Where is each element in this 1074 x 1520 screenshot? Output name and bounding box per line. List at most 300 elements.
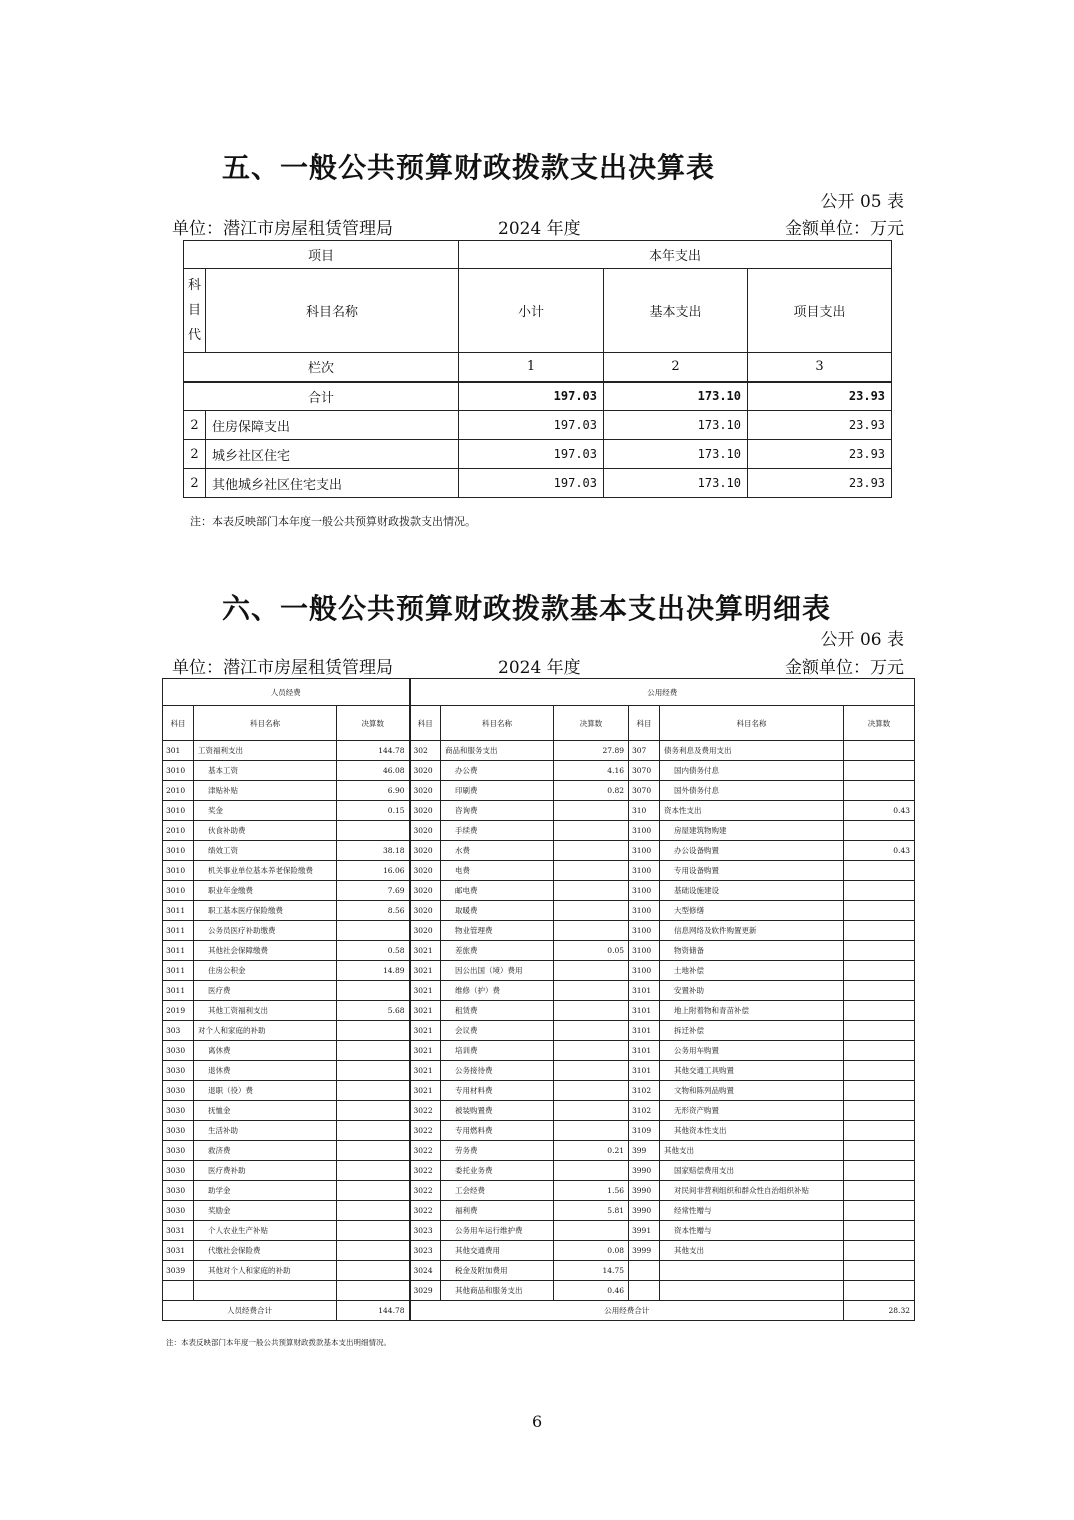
row-code: 3100 [629, 921, 660, 941]
table5-year: 2024 年度 [498, 219, 581, 239]
row-code: 3030 [163, 1061, 194, 1081]
table-row [163, 1121, 915, 1141]
row-amount: 0.08 [554, 1241, 629, 1261]
col-index-3: 3 [748, 353, 892, 382]
row-name: 手续费 [441, 821, 554, 841]
header-name: 科目名称 [194, 706, 337, 741]
header-project: 项目 [184, 241, 459, 269]
table-row [163, 941, 915, 961]
table6-note: 注：本表反映部门本年度一般公共预算财政拨款基本支出明细情况。 [166, 1338, 391, 1347]
table-row [163, 881, 915, 901]
row-code: 3020 [410, 921, 441, 941]
row-name: 津贴补贴 [194, 781, 337, 801]
row-name: 电费 [441, 861, 554, 881]
row-code: 301 [163, 741, 194, 761]
row-amount: 0.15 [337, 801, 410, 821]
row-code: 3010 [163, 861, 194, 881]
row-code: 3039 [163, 1261, 194, 1281]
row-amount [554, 901, 629, 921]
row-amount: 6.90 [337, 781, 410, 801]
row-name: 奖金 [194, 801, 337, 821]
table5-unit: 单位：潜江市房屋租赁管理局 [172, 219, 393, 239]
row-amount [337, 1081, 410, 1101]
row-name: 基本工资 [194, 761, 337, 781]
row-amount: 27.89 [554, 741, 629, 761]
row-name: 安置补助 [660, 981, 844, 1001]
row-amount [554, 801, 629, 821]
row-code: 399 [629, 1141, 660, 1161]
row-code: 3020 [410, 821, 441, 841]
header-amount: 决算数 [844, 706, 915, 741]
row-code: 3100 [629, 961, 660, 981]
col-index-2: 2 [604, 353, 748, 382]
table-row [163, 1281, 915, 1301]
row-name: 会议费 [441, 1021, 554, 1041]
table6-title: 六、一般公共预算财政拨款基本支出决算明细表 [222, 592, 832, 625]
table-row [163, 1081, 915, 1101]
row-name [194, 1281, 337, 1301]
row-amount: 0.46 [554, 1281, 629, 1301]
row-name: 国外债务付息 [660, 781, 844, 801]
row-name: 助学金 [194, 1181, 337, 1201]
table6-currency: 金额单位：万元 [785, 658, 904, 678]
row-code [629, 1281, 660, 1301]
row-name: 房屋建筑物购建 [660, 821, 844, 841]
row-amount [844, 981, 915, 1001]
row-amount [844, 961, 915, 981]
row-amount: 5.81 [554, 1201, 629, 1221]
row-code: 2010 [163, 781, 194, 801]
row-amount [337, 1121, 410, 1141]
row-amount: 7.69 [337, 881, 410, 901]
table-row [163, 1201, 915, 1221]
row-code: 3031 [163, 1221, 194, 1241]
row-code: 3030 [163, 1201, 194, 1221]
table-row [163, 1101, 915, 1121]
row-code: 3100 [629, 881, 660, 901]
personnel-total-label: 人员经费合计 [163, 1301, 337, 1321]
table-row [163, 801, 915, 821]
row-code: 3030 [163, 1161, 194, 1181]
row-amount: 4.16 [554, 761, 629, 781]
row-name: 其他支出 [660, 1141, 844, 1161]
table5-title: 五、一般公共预算财政拨款支出决算表 [222, 151, 716, 184]
row-amount [844, 1181, 915, 1201]
row-amount [844, 781, 915, 801]
row-code: 3101 [629, 981, 660, 1001]
row-code: 3070 [629, 761, 660, 781]
public-total-label: 公用经费合计 [410, 1301, 844, 1321]
row-name: 邮电费 [441, 881, 554, 901]
row-code: 3022 [410, 1181, 441, 1201]
row-amount [554, 1001, 629, 1021]
row-amount [554, 1121, 629, 1141]
row-code: 3021 [410, 1021, 441, 1041]
row-name: 公务用车购置 [660, 1041, 844, 1061]
header-public: 公用经费 [410, 679, 915, 706]
row-amount [554, 841, 629, 861]
row-amount [337, 1041, 410, 1061]
row-amount [844, 1221, 915, 1241]
header-current-year: 本年支出 [459, 241, 892, 269]
row-amount [844, 1021, 915, 1041]
row-amount [554, 1041, 629, 1061]
row-name: 其他交通费用 [441, 1241, 554, 1261]
row-code: 3100 [629, 941, 660, 961]
table5-note: 注：本表反映部门本年度一般公共预算财政拨款支出情况。 [190, 515, 476, 528]
row-code: 3010 [163, 841, 194, 861]
row-name: 公务员医疗补助缴费 [194, 921, 337, 941]
total-basic: 173.10 [604, 382, 748, 411]
row-amount [844, 1121, 915, 1141]
row-code: 3031 [163, 1241, 194, 1261]
row-name: 退休费 [194, 1061, 337, 1081]
row-name: 物业管理费 [441, 921, 554, 941]
row-amount: 16.06 [337, 861, 410, 881]
header-code: 科 目 代 [184, 269, 206, 353]
row-amount: 0.82 [554, 781, 629, 801]
total-subtotal: 197.03 [459, 382, 604, 411]
row-code: 3990 [629, 1161, 660, 1181]
header-basic: 基本支出 [604, 269, 748, 353]
row-amount [337, 1061, 410, 1081]
row-amount [337, 1221, 410, 1241]
header-amount: 决算数 [337, 706, 410, 741]
header-code: 科目 [629, 706, 660, 741]
row-amount [554, 1221, 629, 1241]
table-row [163, 781, 915, 801]
row-code: 3030 [163, 1181, 194, 1201]
row-name: 专用燃料费 [441, 1121, 554, 1141]
row-amount [844, 921, 915, 941]
row-code: 3024 [410, 1261, 441, 1281]
row-name: 专用设备购置 [660, 861, 844, 881]
row-name: 职工基本医疗保险缴费 [194, 901, 337, 921]
row-code: 3991 [629, 1221, 660, 1241]
row-name: 土地补偿 [660, 961, 844, 981]
row-name: 工会经费 [441, 1181, 554, 1201]
row-amount [554, 821, 629, 841]
row-name: 劳务费 [441, 1141, 554, 1161]
row-code: 3020 [410, 761, 441, 781]
table6-year: 2024 年度 [498, 658, 581, 678]
table-row: 2 城乡社区住宅 197.03 173.10 23.93 [184, 440, 892, 469]
row-name: 文物和陈列品购置 [660, 1081, 844, 1101]
row-name: 国家赔偿费用支出 [660, 1161, 844, 1181]
row-amount [554, 1161, 629, 1181]
row-amount [844, 881, 915, 901]
row-name: 债务利息及费用支出 [660, 741, 844, 761]
header-subtotal: 小计 [459, 269, 604, 353]
row-code: 3021 [410, 981, 441, 1001]
row-name: 租赁费 [441, 1001, 554, 1021]
row-code: 2019 [163, 1001, 194, 1021]
row-amount: 46.08 [337, 761, 410, 781]
row-name: 办公设备购置 [660, 841, 844, 861]
table-row [163, 1041, 915, 1061]
table-row [163, 1161, 915, 1181]
row-amount [554, 1021, 629, 1041]
table5-code: 公开 05 表 [820, 192, 904, 212]
row-name: 其他工资福利支出 [194, 1001, 337, 1021]
total-label: 合计 [184, 382, 459, 411]
row-name: 水费 [441, 841, 554, 861]
row-code: 3100 [629, 901, 660, 921]
row-name: 基础设施建设 [660, 881, 844, 901]
row-code: 3030 [163, 1041, 194, 1061]
table-row [163, 1181, 915, 1201]
table-row [163, 741, 915, 761]
table-row [163, 1141, 915, 1161]
row-code: 3101 [629, 1061, 660, 1081]
row-name: 维修（护）费 [441, 981, 554, 1001]
row-code: 2010 [163, 821, 194, 841]
row-name: 住房公积金 [194, 961, 337, 981]
row-code: 3999 [629, 1241, 660, 1261]
row-amount [844, 1001, 915, 1021]
row-amount [844, 1041, 915, 1061]
row-name: 其他商品和服务支出 [441, 1281, 554, 1301]
row-name: 取暖费 [441, 901, 554, 921]
table-row: 2 其他城乡社区住宅支出 197.03 173.10 23.93 [184, 469, 892, 498]
row-code: 3011 [163, 941, 194, 961]
row-code: 302 [410, 741, 441, 761]
row-code: 310 [629, 801, 660, 821]
row-code: 3021 [410, 1081, 441, 1101]
row-amount [844, 901, 915, 921]
header-project-exp: 项目支出 [748, 269, 892, 353]
row-amount [844, 1081, 915, 1101]
row-amount [554, 1101, 629, 1121]
row-amount [844, 1201, 915, 1221]
row-name: 印刷费 [441, 781, 554, 801]
row-amount [844, 821, 915, 841]
row-name: 信息网络及软件购置更新 [660, 921, 844, 941]
row-name: 伙食补助费 [194, 821, 337, 841]
row-amount [554, 1061, 629, 1081]
row-name: 个人农业生产补贴 [194, 1221, 337, 1241]
row-name: 工资福利支出 [194, 741, 337, 761]
row-name: 资本性赠与 [660, 1221, 844, 1241]
row-name: 办公费 [441, 761, 554, 781]
table-row [163, 841, 915, 861]
row-amount [844, 1241, 915, 1261]
row-name: 物资储备 [660, 941, 844, 961]
row-amount [844, 1261, 915, 1281]
row-amount [337, 1021, 410, 1041]
row-amount: 0.43 [844, 801, 915, 821]
row-amount [844, 861, 915, 881]
row-code: 3023 [410, 1221, 441, 1241]
row-code: 3021 [410, 1061, 441, 1081]
table-row [163, 861, 915, 881]
row-amount [337, 1201, 410, 1221]
table-row [163, 1061, 915, 1081]
page-number: 6 [532, 1412, 543, 1431]
row-amount: 5.68 [337, 1001, 410, 1021]
table5 [183, 240, 892, 498]
row-amount: 144.78 [337, 741, 410, 761]
row-amount [554, 861, 629, 881]
row-amount [337, 981, 410, 1001]
row-code: 3021 [410, 1041, 441, 1061]
row-name: 国内债务付息 [660, 761, 844, 781]
table-row [163, 961, 915, 981]
row-name: 资本性支出 [660, 801, 844, 821]
row-code: 3022 [410, 1101, 441, 1121]
table-row [163, 821, 915, 841]
row-amount [337, 1181, 410, 1201]
table-row [163, 1001, 915, 1021]
row-name: 福利费 [441, 1201, 554, 1221]
row-name: 救济费 [194, 1141, 337, 1161]
row-code: 3010 [163, 761, 194, 781]
row-amount [844, 941, 915, 961]
row-code: 3010 [163, 801, 194, 821]
row-name: 税金及附加费用 [441, 1261, 554, 1281]
row-name: 培训费 [441, 1041, 554, 1061]
row-code: 303 [163, 1021, 194, 1041]
header-code: 科目 [163, 706, 194, 741]
row-amount [337, 1281, 410, 1301]
row-code: 3029 [410, 1281, 441, 1301]
row-label: 栏次 [184, 353, 459, 382]
row-code: 3030 [163, 1101, 194, 1121]
row-amount [337, 921, 410, 941]
table6 [162, 678, 915, 1321]
header-code: 科目 [410, 706, 441, 741]
col-index-1: 1 [459, 353, 604, 382]
row-amount: 14.89 [337, 961, 410, 981]
row-amount: 38.18 [337, 841, 410, 861]
row-name: 代缴社会保险费 [194, 1241, 337, 1261]
row-amount: 0.43 [844, 841, 915, 861]
row-code: 3021 [410, 941, 441, 961]
row-code: 3100 [629, 861, 660, 881]
row-amount [337, 1241, 410, 1261]
table-row [163, 1221, 915, 1241]
row-code: 3020 [410, 861, 441, 881]
row-code: 3030 [163, 1081, 194, 1101]
table-row [163, 1021, 915, 1041]
row-name: 抚恤金 [194, 1101, 337, 1121]
row-code: 3101 [629, 1001, 660, 1021]
row-name: 对个人和家庭的补助 [194, 1021, 337, 1041]
row-amount: 1.56 [554, 1181, 629, 1201]
row-amount [844, 1161, 915, 1181]
row-name: 退职（役）费 [194, 1081, 337, 1101]
row-amount: 14.75 [554, 1261, 629, 1281]
row-amount: 8.56 [337, 901, 410, 921]
row-code: 3020 [410, 901, 441, 921]
row-name: 对民间非营利组织和群众性自治组织补贴 [660, 1181, 844, 1201]
row-name: 差旅费 [441, 941, 554, 961]
row-amount [337, 821, 410, 841]
row-name: 绩效工资 [194, 841, 337, 861]
row-amount [554, 981, 629, 1001]
row-amount [844, 761, 915, 781]
row-name: 生活补助 [194, 1121, 337, 1141]
row-code: 3022 [410, 1141, 441, 1161]
row-code: 3100 [629, 821, 660, 841]
row-code [629, 1261, 660, 1281]
row-code: 3101 [629, 1021, 660, 1041]
table-row [163, 921, 915, 941]
row-code: 3109 [629, 1121, 660, 1141]
row-code: 3022 [410, 1201, 441, 1221]
row-code: 3021 [410, 1001, 441, 1021]
table-row [163, 1261, 915, 1281]
row-amount [844, 1141, 915, 1161]
row-code: 3011 [163, 981, 194, 1001]
row-code: 3023 [410, 1241, 441, 1261]
row-code: 3990 [629, 1181, 660, 1201]
row-amount [337, 1141, 410, 1161]
row-code: 3020 [410, 781, 441, 801]
row-name: 地上附着物和青苗补偿 [660, 1001, 844, 1021]
row-code: 3020 [410, 841, 441, 861]
public-total: 28.32 [844, 1301, 915, 1321]
row-amount: 0.21 [554, 1141, 629, 1161]
header-name: 科目名称 [441, 706, 554, 741]
row-code: 3010 [163, 881, 194, 901]
row-code: 3990 [629, 1201, 660, 1221]
row-name: 离休费 [194, 1041, 337, 1061]
total-project: 23.93 [748, 382, 892, 411]
row-code: 3100 [629, 841, 660, 861]
row-name: 专用材料费 [441, 1081, 554, 1101]
row-name: 委托业务费 [441, 1161, 554, 1181]
personnel-total: 144.78 [337, 1301, 410, 1321]
row-code: 3102 [629, 1101, 660, 1121]
table-row [163, 901, 915, 921]
row-amount [337, 1261, 410, 1281]
row-name: 无形资产购置 [660, 1101, 844, 1121]
row-code [163, 1281, 194, 1301]
row-code: 3022 [410, 1121, 441, 1141]
row-name: 公务用车运行维护费 [441, 1221, 554, 1241]
row-amount [844, 1281, 915, 1301]
row-amount [554, 881, 629, 901]
row-amount [844, 1061, 915, 1081]
row-name: 其他交通工具购置 [660, 1061, 844, 1081]
row-name: 商品和服务支出 [441, 741, 554, 761]
row-code: 3102 [629, 1081, 660, 1101]
row-code: 3021 [410, 961, 441, 981]
row-amount [554, 1081, 629, 1101]
table-row [163, 981, 915, 1001]
row-amount [844, 1101, 915, 1121]
row-amount [844, 741, 915, 761]
row-code: 3011 [163, 961, 194, 981]
header-personnel: 人员经费 [163, 679, 410, 706]
row-code: 3070 [629, 781, 660, 801]
header-name: 科目名称 [206, 269, 459, 353]
row-name: 大型修缮 [660, 901, 844, 921]
row-amount [554, 961, 629, 981]
row-amount [554, 921, 629, 941]
table-row [163, 1241, 915, 1261]
table6-code: 公开 06 表 [820, 630, 904, 650]
header-amount: 决算数 [554, 706, 629, 741]
row-name: 经常性赠与 [660, 1201, 844, 1221]
row-amount [337, 1101, 410, 1121]
table5-currency: 金额单位：万元 [785, 219, 904, 239]
row-code: 307 [629, 741, 660, 761]
row-name: 机关事业单位基本养老保险缴费 [194, 861, 337, 881]
row-name: 医疗费补助 [194, 1161, 337, 1181]
row-code: 3020 [410, 881, 441, 901]
